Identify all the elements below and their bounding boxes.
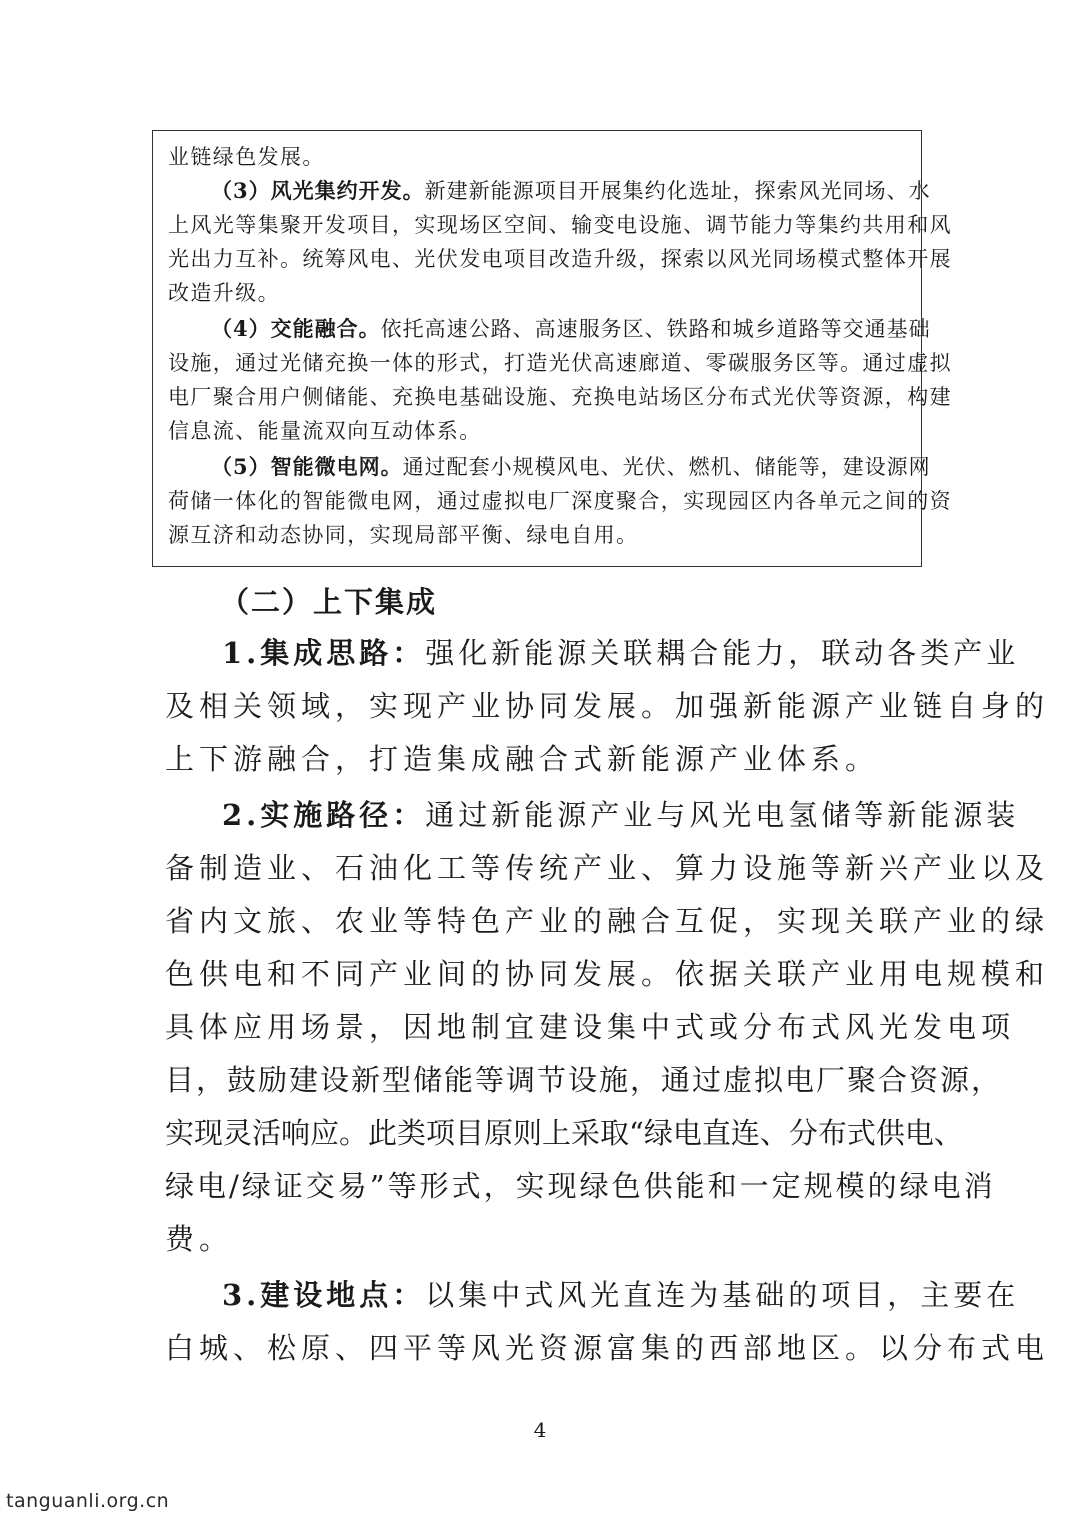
box-line: 源互济和动态协同，实现局部平衡、绿电自用。 [168, 523, 639, 547]
paragraph-line: 白城、松原、四平等风光资源富集的西部地区。以分布式电 [165, 1331, 1050, 1365]
section-heading: （二）上下集成 [220, 585, 438, 619]
box-line: 业链绿色发展。 [168, 145, 325, 169]
box-line: 设施，通过光储充换一体的形式，打造光伏高速廊道、零碳服务区等。通过虚拟 [168, 351, 952, 375]
paragraph-line: 备制造业、石油化工等传统产业、算力设施等新兴产业以及 [165, 851, 1050, 885]
paragraph-label: 1.集成思路： [222, 636, 426, 670]
box-line: （3）风光集约开发。新建新能源项目开展集约化选址，探索风光同场、水 [211, 178, 931, 203]
box-line: 光出力互补。统筹风电、光伏发电项目改造升级，探索以风光同场模式整体开展 [168, 247, 952, 271]
paragraph-line: 及相关领域，实现产业协同发展。加强新能源产业链自身的 [165, 689, 1050, 723]
box-line: 信息流、能量流双向互动体系。 [168, 419, 482, 443]
box-line: 上风光等集聚开发项目，实现场区空间、输变电设施、调节能力等集约共用和风 [168, 213, 952, 237]
paragraph-line: 费。 [165, 1222, 234, 1256]
paragraph-line: 色供电和不同产业间的协同发展。依据关联产业用电规模和 [165, 957, 1050, 991]
box-line: （4）交能融合。依托高速公路、高速服务区、铁路和城乡道路等交通基础 [211, 316, 931, 341]
site-watermark: tanguanli.org.cn [6, 1490, 170, 1512]
paragraph-line: 上下游融合，打造集成融合式新能源产业体系。 [165, 742, 880, 776]
item-label: （5）智能微电网。 [211, 454, 403, 479]
box-line: 电厂聚合用户侧储能、充换电基础设施、充换电站场区分布式光伏等资源，构建 [168, 385, 952, 409]
paragraph-line: 绿电/绿证交易”等形式，实现绿色供能和一定规模的绿电消 [165, 1169, 996, 1203]
paragraph-line: 实现灵活响应。此类项目原则上采取“绿电直连、分布式供电、 [165, 1116, 963, 1150]
item-label: （3）风光集约开发。 [211, 178, 425, 203]
paragraph-line: 1.集成思路：强化新能源关联耦合能力，联动各类产业 [222, 636, 1020, 670]
paragraph-line: 具体应用场景，因地制宜建设集中式或分布式风光发电项 [165, 1010, 1016, 1044]
paragraph-line: 目，鼓励建设新型储能等调节设施，通过虚拟电厂聚合资源， [165, 1063, 1003, 1097]
paragraph-line: 2.实施路径：通过新能源产业与风光电氢储等新能源装 [222, 798, 1020, 832]
paragraph-label: 3.建设地点： [222, 1278, 426, 1312]
box-line: 改造升级。 [168, 281, 280, 305]
box-line: 荷储一体化的智能微电网，通过虚拟电厂深度聚合，实现园区内各单元之间的资 [168, 489, 952, 513]
paragraph-line: 省内文旅、农业等特色产业的融合互促，实现关联产业的绿 [165, 904, 1050, 938]
item-label: （4）交能融合。 [211, 316, 381, 341]
paragraph-label: 2.实施路径： [222, 798, 426, 832]
box-line: （5）智能微电网。通过配套小规模风电、光伏、燃机、储能等，建设源网 [211, 454, 931, 479]
boxed-excerpt [152, 130, 952, 567]
page-number: 4 [533, 1418, 547, 1442]
paragraph-line: 3.建设地点：以集中式风光直连为基础的项目，主要在 [222, 1278, 1020, 1312]
